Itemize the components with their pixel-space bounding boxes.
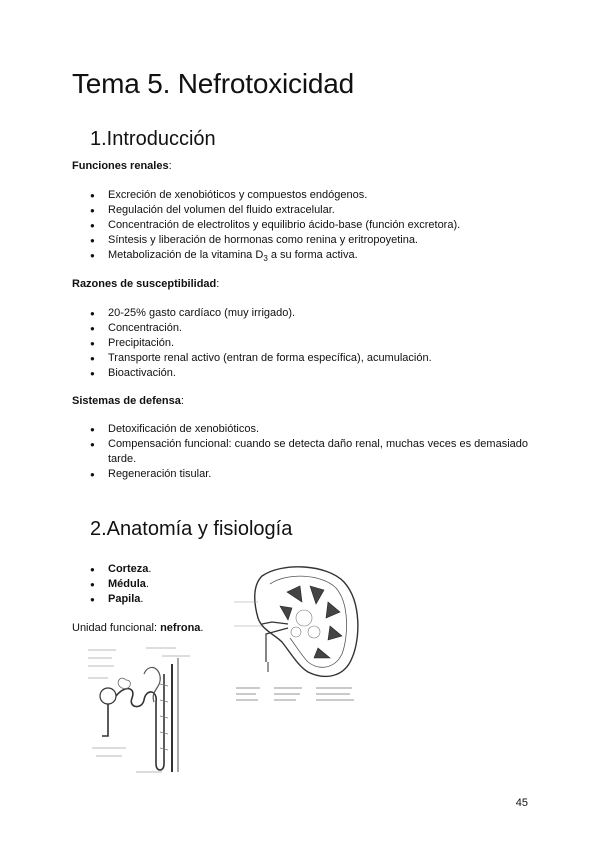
- page-title: Tema 5. Nefrotoxicidad: [72, 68, 354, 99]
- list-item: ● Compensación funcional: cuando se detecta daño renal, muchas veces es demasiado tarde.: [72, 437, 528, 467]
- unidad-funcional-text: Unidad funcional: nefrona.: [72, 622, 204, 634]
- razones-list: [72, 306, 532, 381]
- kidney-diagram-image: [232, 562, 367, 712]
- list-item: ● Concentración.: [72, 321, 532, 336]
- list-item: ● Médula.: [72, 577, 252, 592]
- razones-label: Razones de susceptibilidad:: [72, 278, 220, 290]
- list-item: ● Transporte renal activo (entran de forma específica), acumulación.: [72, 351, 532, 366]
- list-item: ● 20-25% gasto cardíaco (muy irrigado).: [72, 306, 532, 321]
- list-item: ● Bioactivación.: [72, 366, 532, 381]
- nephron-diagram-image: [86, 644, 198, 778]
- list-item: ● Regeneración tisular.: [72, 467, 528, 482]
- list-item: ● Metabolización de la vitamina $D_3$ a su forma activa.: [72, 248, 532, 266]
- page-number: 45: [515, 797, 528, 809]
- list-item: ● Detoxificación de xenobióticos.: [72, 422, 528, 437]
- list-item: ● Síntesis y liberación de hormonas como renina y eritropoyetina.: [72, 233, 532, 248]
- section-heading-introduccion: 1.Introducción: [90, 128, 216, 150]
- list-item: ● Concentración de electrolitos y equilibrio ácido-base (función excretora).: [72, 218, 532, 233]
- list-item: ● Papila.: [72, 592, 252, 607]
- sistemas-list: [72, 422, 528, 482]
- list-item: ● Corteza.: [72, 562, 252, 577]
- list-item: ● Regulación del volumen del fluido extracelular.: [72, 203, 532, 218]
- funciones-label: Funciones renales:: [72, 160, 172, 172]
- funciones-list: [72, 188, 532, 266]
- section-heading-anatomia: 2.Anatomía y fisiología: [90, 518, 293, 540]
- sistemas-label: Sistemas de defensa:: [72, 395, 184, 407]
- list-item: ● Precipitación.: [72, 336, 532, 351]
- anatomia-list: [72, 562, 252, 607]
- list-item: ● Excreción de xenobióticos y compuestos endógenos.: [72, 188, 532, 203]
